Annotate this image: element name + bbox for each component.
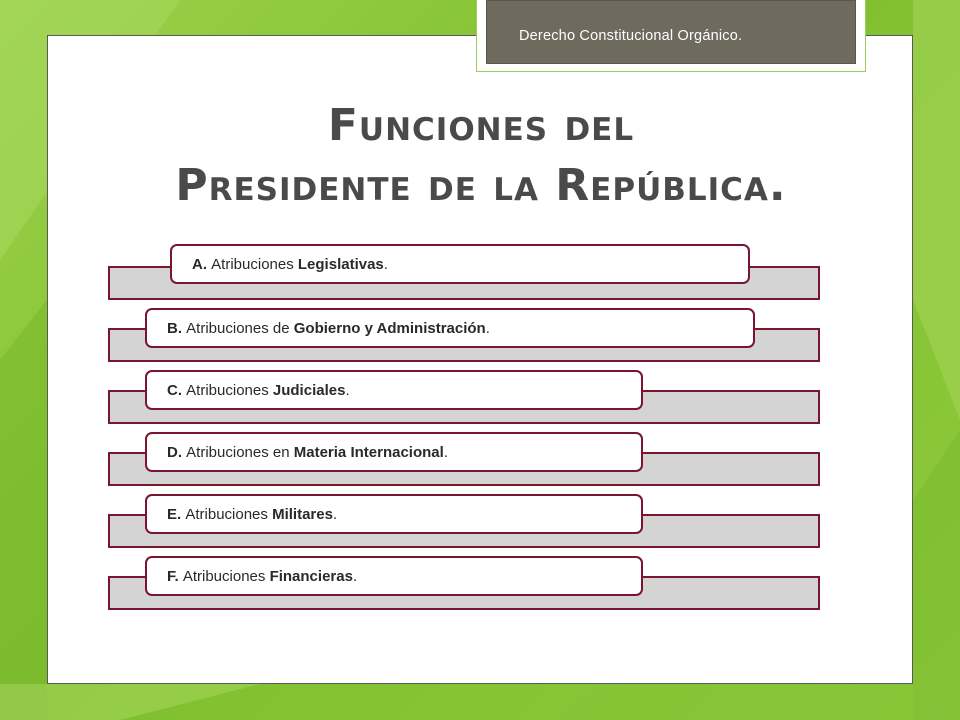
item-letter: F. [167,567,179,585]
title-line-2: Presidente de la República. [175,160,787,211]
item-period: . [485,319,490,337]
item-text: Atribuciones [211,255,294,273]
item-letter: B. [167,319,182,337]
list-item-a [170,244,750,284]
course-tag-text: Derecho Constitucional Orgánico. [519,28,743,44]
item-emphasis: Materia Internacional [293,443,444,461]
item-letter: A. [192,255,207,273]
title-line-1: Funciones del [327,100,635,151]
item-text: Atribuciones de [186,319,290,337]
item-text: Atribuciones [182,567,266,585]
item-period: . [345,381,350,399]
list-item-c [145,370,643,410]
item-emphasis: Legislativas [297,255,384,273]
item-text: Atribuciones en [186,443,290,461]
item-emphasis: Gobierno y Administración [293,319,486,337]
item-period: . [443,443,448,461]
item-period: . [383,255,388,273]
item-period: . [332,505,338,523]
list-item-d [145,432,643,472]
item-emphasis: Financieras [269,567,353,585]
list-item-b [145,308,755,348]
item-text: Atribuciones [185,505,268,523]
item-emphasis: Judiciales [272,381,346,399]
item-letter: C. [167,381,182,399]
item-emphasis: Militares [272,505,333,523]
item-letter: E. [167,505,182,523]
item-period: . [352,567,358,585]
list-item-e [145,494,643,534]
item-text: Atribuciones [186,381,269,399]
list-item-f [145,556,643,596]
course-tag [486,0,856,64]
slide-title [48,96,914,216]
item-letter: D. [167,443,182,461]
